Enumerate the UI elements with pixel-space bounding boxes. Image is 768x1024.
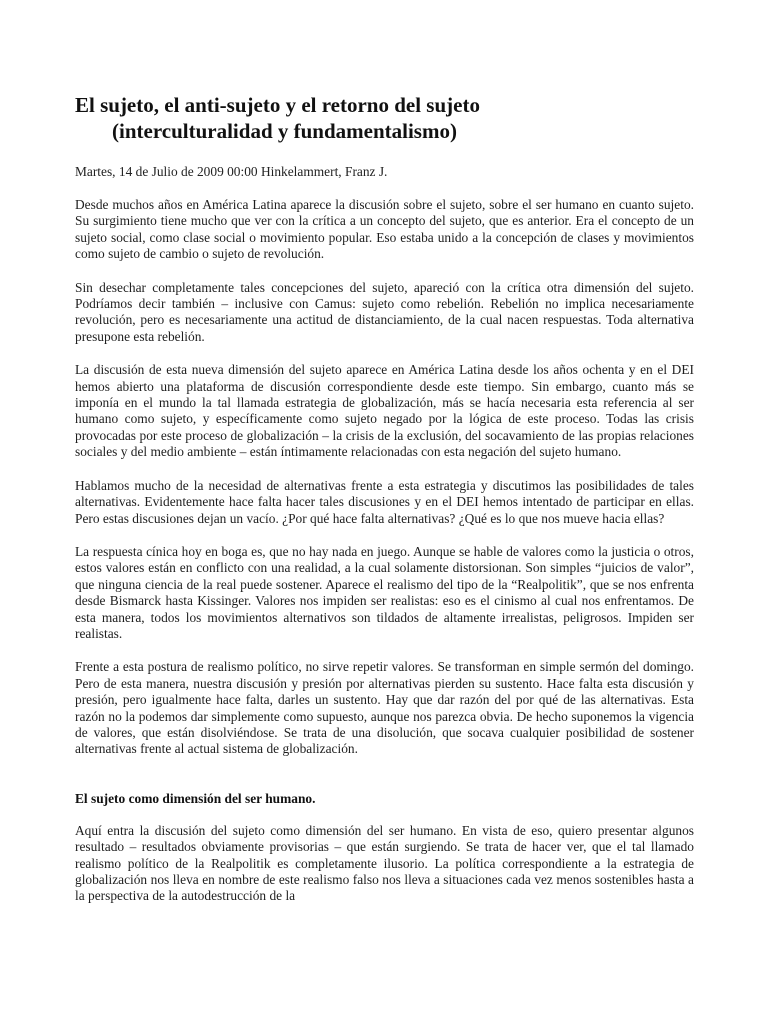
article-meta: Martes, 14 de Julio de 2009 00:00 Hinkelammert, Franz J. bbox=[75, 164, 388, 179]
paragraph-5: La respuesta cínica hoy en boga es, que no hay nada en juego. Aunque se hable de valores como la justicia o otros, estos valores están en conflicto con una realidad, a la cual solamente distorsionan. Son simples “juicios de valor”, que ninguna ciencia de la real puede sostener. Aparece el realismo del tipo de la “Realpolitik”, que se nos enfrenta desde Bismarck hasta Kissinger. Valores nos impiden ser realistas: eso es el cinismo al cual nos enfrentamos. De esta manera, todos los movimientos alternativos son tildados de altamente irrealistas, peligrosos. Impiden ser realistas. bbox=[75, 543, 694, 641]
article-title-line1: El sujeto, el anti-sujeto y el retorno del sujeto bbox=[75, 93, 480, 117]
paragraph-3: La discusión de esta nueva dimensión del sujeto aparece en América Latina desde los años ochenta y en el DEI hemos abierto una plataforma de discusión correspondiente desde este tiempo. Sin embargo, cuanto más se imponía en el mundo la tal llamada estrategia de globalización, más se hacía necesaria esta referencia al ser humano como sujeto, y específicamente como sujeto negado por la lógica de este proceso. Todas las crisis provocadas por este proceso de globalización – la crisis de la exclusión, del socavamiento de las propias relaciones sociales y del medio ambiente – están íntimamente relacionadas con esta negación del sujeto humano. bbox=[75, 362, 694, 460]
paragraph-6: Frente a esta postura de realismo político, no sirve repetir valores. Se transforman en simple sermón del domingo. Pero de esta manera, nuestra discusión y presión por alternativas pierden su sustento. Hace falta esta discusión y presión, pero igualmente hace falta, darles un sustento. Hay que dar razón del por qué de las alternativas. Esta razón no la podemos dar simplemente como supuesto, aunque nos parezca obvia. De hecho suponemos la vigencia de valores, que están disolviéndose. Se trata de una disolución, que socava cualquier posibilidad de sostener alternativas frente al actual sistema de globalización. bbox=[75, 659, 694, 757]
section-paragraph: Aquí entra la discusión del sujeto como dimensión del ser humano. En vista de eso, quiero presentar algunos resultado – resultados obviamente provisorias – que están surgiendo. Se trata de hacer ver, que el tal llamado realismo político de la Realpolitik es completamente ilusorio. La política correspondiente a la estrategia de globalización nos lleva en nombre de este realismo falso nos lleva a situaciones cada vez menos sostenibles hasta a la perspectiva de la autodestrucción de la bbox=[75, 822, 694, 904]
article-title-line2: (interculturalidad y fundamentalismo) bbox=[112, 119, 457, 143]
paragraph-4: Hablamos mucho de la necesidad de alternativas frente a esta estrategia y discutimos las posibilidades de tales alternativas. Evidentemente hace falta hacer tales discusiones y en el DEI hemos intentado de participar en ellas. Pero estas discusiones dejan un vacío. ¿Por qué hace falta alternativas? ¿Qué es lo que nos mueve hacia ellas? bbox=[75, 477, 694, 526]
section-heading: El sujeto como dimensión del ser humano. bbox=[75, 790, 316, 806]
paragraph-1: Desde muchos años en América Latina aparece la discusión sobre el sujeto, sobre el ser humano en cuanto sujeto. Su surgimiento tiene mucho que ver con la crítica a un concepto del sujeto, que es anterior. Era el concepto de un sujeto social, como clase social o movimiento popular. Eso estaba unido a la concepción de clases y movimientos como sujeto de cambio o sujeto de revolución. bbox=[75, 197, 694, 262]
article-title bbox=[75, 92, 694, 144]
paragraph-2: Sin desechar completamente tales concepciones del sujeto, apareció con la crítica otra dimensión del sujeto. Podríamos decir también – inclusive con Camus: sujeto como rebelión. Rebelión no implica necesariamente revolución, pero es necesariamente una actitud de distanciamiento, de la cual nacen respuestas. Toda alternativa presupone esta rebelión. bbox=[75, 279, 694, 344]
